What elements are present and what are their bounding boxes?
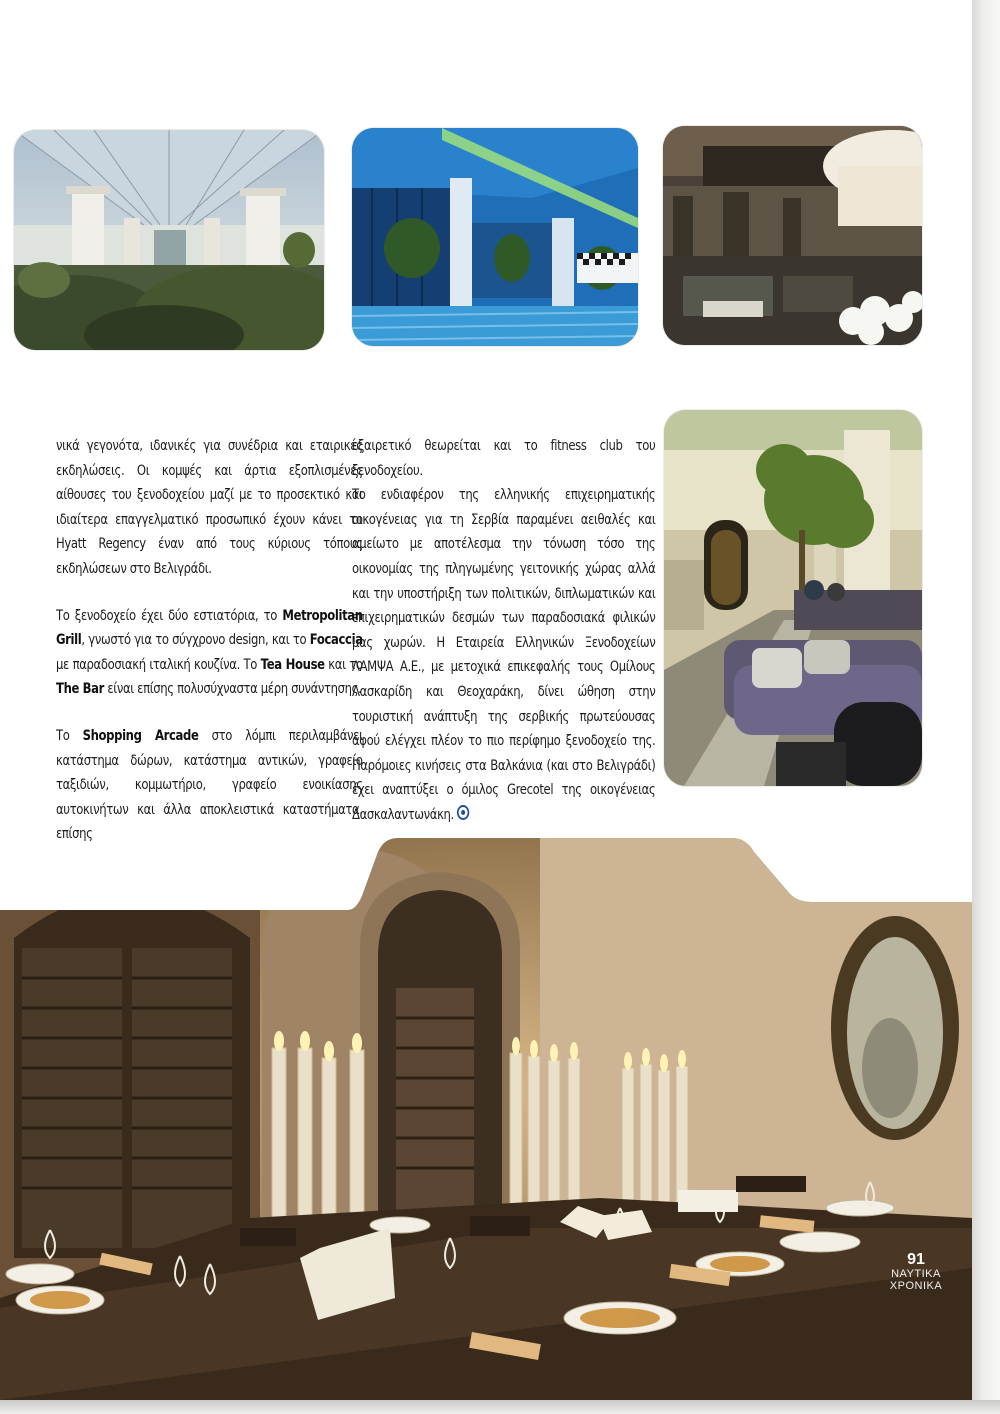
lobby-atrium-photo bbox=[14, 130, 324, 350]
magazine-name-line2: ΧΡΟΝΙΚΑ bbox=[889, 1280, 943, 1292]
indoor-pool-photo bbox=[352, 128, 638, 346]
paragraph-greek-investment: Το ενδιαφέρον της ελληνικής επιχειρηματικής οικογένειας για τη Σερβία παραμένει αειθαλές και αμείωτο με αποτέλεσμα την τόνωση τόσο της οικονομίας της πληγωμένης γειτονικής χώρας αλλά και την υποστήριξη των πολιτικών, διπλωματικών και επιχειρηματικών δεσμών των παραδοσιακά φιλικών μας χωρών. Η Εταιρεία Ελληνικών Ξενοδοχείων ΛΑΜΨΑ Α.Ε., με μετοχικά επικεφαλής τους Ομίλους Λασκαρίδη και Θεοχαράκη, δίνει ώθηση στην τουριστική ανάπτυξη της σερβικής πρωτεύουσας αφού ελέγχει πλέον το πιο περίφημο ξενοδοχείο της. Παρόμοιες κινήσεις στα Βαλκάνια (και στο Βελιγράδι) έχει αναπτύξει ο όμιλος Grecotel της οικογένειας Δασκαλαντωνάκη. bbox=[352, 487, 656, 823]
lounge-photo bbox=[663, 126, 922, 345]
venue-name: Tea House bbox=[260, 656, 325, 673]
magazine-name-line1: ΝΑΥΤΙΚΑ bbox=[891, 1268, 941, 1280]
tea-house-photo bbox=[664, 410, 922, 786]
page-number: 91 bbox=[907, 1251, 925, 1268]
shopping-arcade-name: Shopping Arcade bbox=[82, 727, 199, 744]
paragraph-conferences: νικά γεγονότα, ιδανικές για συνέδρια και εταιρικές εκδηλώσεις. Οι κομψές και άρτια εξοπλισμένες αίθουσες του ξενοδοχείου μαζί με το προσεκτικό και ιδιαίτερα επαγγελματικό προσωπικό έχουν κάνει το Hyatt Regency έναν από τους κύριους τόπους εκδηλώσεων στο Βελιγράδι. bbox=[56, 438, 363, 577]
venue-name: The Bar bbox=[56, 681, 105, 698]
restaurant-name: Focaccia bbox=[309, 632, 363, 649]
candlelit-dining-photo bbox=[0, 838, 972, 1400]
page-bottom-edge bbox=[0, 1400, 1000, 1414]
article-column-left bbox=[56, 434, 363, 847]
article-column-middle bbox=[352, 434, 655, 828]
paragraph-shopping: Το Shopping Arcade στο λόμπι περιλαμβάνει κατάστημα δώρων, κατάστημα αντικών, γραφείο ταξιδιών, κομμωτήριο, γραφείο ενοικίασης αυτοκινήτων και άλλα αποκλειστικά καταστήματα, επίσης bbox=[56, 727, 363, 843]
page-edge bbox=[972, 0, 1000, 1414]
page-folio bbox=[888, 1252, 944, 1292]
paragraph-restaurants: Το ξενοδοχείο έχει δύο εστιατόρια, το Metropolitan Grill, γνωστό για το σύγχρονο design, και το Focaccia με παραδοσιακή ιταλική κουζίνα. Το Tea House και το The Bar είναι επίσης πολυσύχναστα μέρη συνάντησης. bbox=[56, 607, 363, 698]
article-end-icon bbox=[457, 805, 469, 820]
paragraph-fitness: εξαιρετικό θεωρείται και το fitness club του ξενοδοχείου. bbox=[352, 438, 656, 479]
restaurant-name: Metropolitan Grill bbox=[56, 607, 363, 649]
